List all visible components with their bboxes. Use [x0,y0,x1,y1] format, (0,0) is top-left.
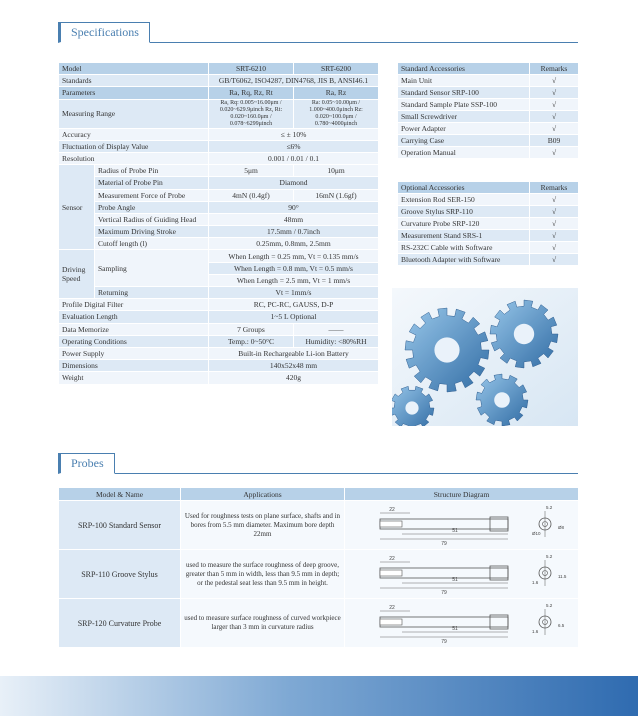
spec-value-srt-6200: Ra, Rz [294,87,379,99]
sensor-value: 0.25mm, 0.8mm, 2.5mm [209,238,379,250]
sensor-label: Measurement Force of Probe [95,189,209,201]
sensor-label: Radius of Probe Pin [95,165,209,177]
sensor-label: Cutoff length (l) [95,238,209,250]
dimension-label: Ø8 [557,525,564,530]
dimension-label: 5.2 [545,603,552,608]
spec-row [59,311,379,323]
driving-row [59,250,379,262]
probe-model: SRP-120 Curvature Probe [59,599,181,648]
dimension-label: 11.5 [557,574,566,579]
accessory-name: Standard Sample Plate SSP-100 [398,99,530,111]
spec-row [59,299,379,311]
spec-value: 140x52x48 mm [209,360,379,372]
spec-value-srt-6200: —— [294,323,379,335]
spec-row [59,347,379,359]
probe-model: SRP-110 Groove Stylus [59,550,181,599]
accessory-remark: √ [530,99,579,111]
spec-value: 1~5 L Optional [209,311,379,323]
sensor-row [59,238,379,250]
sensor-value: 17.5mm / 0.7inch [209,226,379,238]
spec-label: Profile Digital Filter [59,299,209,311]
accessory-row [398,242,579,254]
accessory-row [398,218,579,230]
accessory-remark: √ [530,230,579,242]
sensor-value-srt-6210: 5μm [209,165,294,177]
sensor-row [59,213,379,225]
accessory-row [398,254,579,266]
accessory-row [398,87,579,99]
accessory-row [398,99,579,111]
dimension-label: 1.6 [531,629,538,634]
specifications-title: Specifications [58,22,150,43]
spec-value-srt-6210: Ra, Rq, Rz, Rt [209,87,294,99]
spec-value: ≤ ± 10% [209,128,379,140]
sensor-value-srt-6200: 10μm [294,165,379,177]
accessory-remark: B09 [530,135,579,147]
spec-value: ≤6% [209,140,379,152]
spec-row [59,323,379,335]
accessory-name: Operation Manual [398,147,530,159]
probe-application: used to measure surface roughness of curved workpiece larger than 3 mm in curvature radius [181,599,345,648]
accessory-remark: √ [530,206,579,218]
spec-value: 0.001 / 0.01 / 0.1 [209,152,379,164]
optional-accessories-table [397,181,579,266]
spec-label: Fluctuation of Display Value [59,140,209,152]
spec-row [59,63,379,75]
accessory-row [398,194,579,206]
optional_accessories-header: Optional Accessories [398,182,530,194]
accessory-remark: √ [530,123,579,135]
probes-header-diagram: Structure Diagram [345,488,579,501]
spec-value-srt-6200: SRT-6200 [294,63,379,75]
spec-row [59,75,379,87]
dimension-label: 22 [388,605,395,611]
spec-value: RC, PC-RC, GAUSS, D-P [209,299,379,311]
dimension-label: 5.2 [545,554,552,559]
accessory-row [398,123,579,135]
sensor-row [59,201,379,213]
sampling-value: When Length = 0.25 mm, Vt = 0.135 mm/s [209,250,379,262]
dimension-label: 79 [440,639,447,645]
accessory-name: Curvature Probe SRP-120 [398,218,530,230]
sensor-label: Vertical Radius of Guiding Head [95,213,209,225]
probe-application: used to measure the surface roughness of deep groove, greater than 5 mm in width, less than 9.5 mm in depth; or the pedestal seat less than 9.5 mm in height. [181,550,345,599]
accessory-remark: √ [530,242,579,254]
spec-row [59,335,379,347]
probe-diagram [345,501,579,550]
probe-structure-diagram [350,501,574,547]
dimension-label: 51 [451,577,458,583]
accessory-remark: √ [530,87,579,99]
spec-label: Model [59,63,209,75]
sensor-label: Material of Probe Pin [95,177,209,189]
dimension-label: 22 [388,507,395,513]
accessory-row [398,206,579,218]
spec-label: Operating Conditions [59,335,209,347]
sensor-row [59,189,379,201]
probe-row [59,599,579,648]
spec-label: Parameters [59,87,209,99]
returning-label: Returning [95,287,209,299]
spec-row [59,128,379,140]
spec-label: Data Memorize [59,323,209,335]
specifications-table [58,62,379,385]
spec-value-srt-6200: Ra: 0.05~10.00μm / 1.000~400.0μinch Rz: 0.020~100.0μm / 0.780~4000μinch [294,99,379,128]
spec-value-srt-6210: Temp.: 0~50°C [209,335,294,347]
sensor-value-srt-6210: 4mN (0.4gf) [209,189,294,201]
returning-value: Vt = 1mm/s [209,287,379,299]
sensor-row [59,226,379,238]
spec-row [59,99,379,128]
accessory-row [398,230,579,242]
spec-label: Power Supply [59,347,209,359]
probe-application: Used for roughness tests on plane surface, shafts and in bores from 5.5 mm diameter. Maximum bore depth 22mm [181,501,345,550]
accessory-remark: √ [530,111,579,123]
standard_accessories-header: Standard Accessories [398,63,530,75]
spec-row [59,360,379,372]
driving-group-label: Driving Speed [59,250,95,299]
dimension-label: 51 [451,626,458,632]
accessory-remark: √ [530,147,579,159]
standard_accessories-remarks-header: Remarks [530,63,579,75]
sampling-value: When Length = 0.8 mm, Vt = 0.5 mm/s [209,262,379,274]
sensor-row [59,177,379,189]
spec-label: Dimensions [59,360,209,372]
spec-value-srt-6210: 7 Groups [209,323,294,335]
sensor-label: Probe Angle [95,201,209,213]
accessory-name: RS-232C Cable with Software [398,242,530,254]
accessory-name: Main Unit [398,75,530,87]
probe-row [59,501,579,550]
sensor-row [59,165,379,177]
spec-label: Resolution [59,152,209,164]
accessory-row [398,75,579,87]
dimension-label: 1.6 [531,580,538,585]
accessory-remark: √ [530,254,579,266]
accessory-name: Power Adapter [398,123,530,135]
dimension-label: 22 [388,556,395,562]
probes-heading [58,451,578,474]
probe-structure-diagram [350,599,574,645]
probe-row [59,550,579,599]
sensor-label: Maximum Driving Stroke [95,226,209,238]
probes-table [58,487,579,648]
accessory-name: Extension Rod SER-150 [398,194,530,206]
sensor-value: Diamond [209,177,379,189]
probes-header-model: Model & Name [59,488,181,501]
dimension-label: 79 [440,541,447,547]
spec-value-srt-6200: Humidity: <80%RH [294,335,379,347]
sensor-group-label: Sensor [59,165,95,250]
accessory-row [398,135,579,147]
spec-row [59,140,379,152]
sampling-value: When Length = 2.5 mm, Vt = 1 mm/s [209,274,379,286]
spec-label: Evaluation Length [59,311,209,323]
dimension-label: 79 [440,590,447,596]
probe-structure-diagram [350,550,574,596]
probes-title: Probes [58,453,115,474]
sensor-value: 48mm [209,213,379,225]
probe-model: SRP-100 Standard Sensor [59,501,181,550]
spec-row [59,372,379,384]
spec-label: Standards [59,75,209,87]
spec-row [59,87,379,99]
gears-image [392,288,578,426]
spec-value: Built-in Rechargeable Li-ion Battery [209,347,379,359]
accessory-name: Small Screwdriver [398,111,530,123]
dimension-label: 6.5 [557,623,564,628]
spec-label: Accuracy [59,128,209,140]
accessory-name: Carrying Case [398,135,530,147]
spec-value-srt-6210: SRT-6210 [209,63,294,75]
spec-label: Measuring Range [59,99,209,128]
optional_accessories-remarks-header: Remarks [530,182,579,194]
accessory-name: Standard Sensor SRP-100 [398,87,530,99]
dimension-label: Ø10 [531,531,541,536]
spec-value: 420g [209,372,379,384]
dimension-label: 51 [451,528,458,534]
sensor-value-srt-6200: 16mN (1.6gf) [294,189,379,201]
probe-diagram [345,550,579,599]
sampling-label: Sampling [95,250,209,287]
accessory-name: Bluetooth Adapter with Software [398,254,530,266]
footer-band [0,676,638,716]
spec-label: Weight [59,372,209,384]
accessory-row [398,111,579,123]
spec-row [59,152,379,164]
probe-diagram [345,599,579,648]
spec-value: GB/T6062, ISO4287, DIN4768, JIS B, ANSI46.1 [209,75,379,87]
probes-header-applications: Applications [181,488,345,501]
accessory-remark: √ [530,75,579,87]
accessory-remark: √ [530,218,579,230]
accessory-row [398,147,579,159]
driving-row [59,287,379,299]
sensor-value: 90° [209,201,379,213]
standard-accessories-table [397,62,579,159]
specifications-heading [58,20,578,43]
accessory-remark: √ [530,194,579,206]
dimension-label: 5.2 [545,505,552,510]
accessory-name: Measurement Stand SRS-1 [398,230,530,242]
spec-value-srt-6210: Ra, Rq: 0.005~16.00μm / 0.020~629.9μinch Rz, Rt: 0.020~160.0μm / 0.078~6299μinch [209,99,294,128]
accessory-name: Groove Stylus SRP-110 [398,206,530,218]
